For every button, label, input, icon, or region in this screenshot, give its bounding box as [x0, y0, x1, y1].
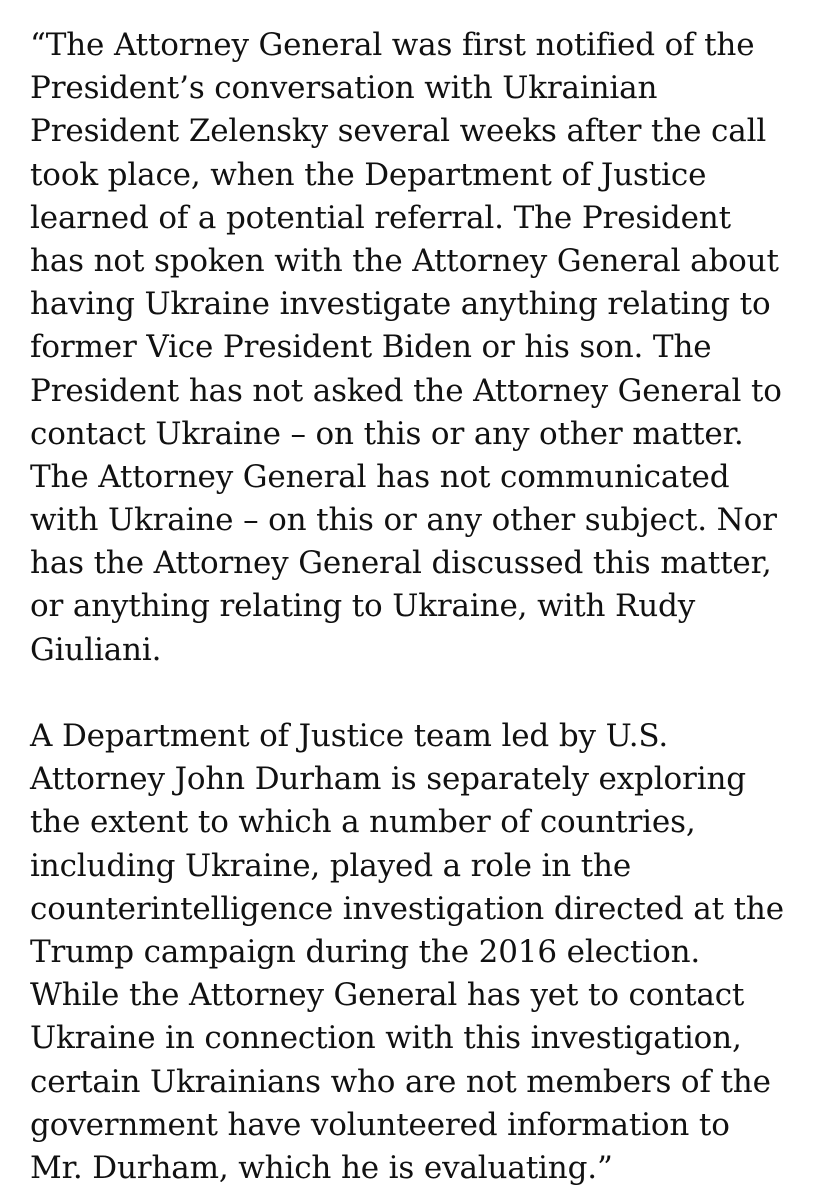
text-line: counterintelligence investigation directed at the [30, 890, 784, 927]
statement-document [30, 24, 820, 1190]
statement-paragraph-1 [30, 24, 820, 672]
paragraph-spacer [30, 672, 820, 715]
text-line: While the Attorney General has yet to contact [30, 977, 745, 1014]
text-line: Attorney John Durham is separately exploring [30, 761, 746, 798]
text-line: Giuliani. [30, 631, 162, 668]
text-line: Trump campaign during the 2016 election. [30, 933, 701, 970]
text-line: has not spoken with the Attorney General about [30, 242, 779, 279]
text-line: contact Ukraine – on this or any other matter. [30, 415, 744, 452]
text-line: President has not asked the Attorney General to [30, 372, 782, 409]
text-line: The Attorney General has not communicated [30, 458, 730, 495]
text-line: certain Ukrainians who are not members of the [30, 1063, 771, 1100]
text-line: Mr. Durham, which he is evaluating.” [30, 1149, 613, 1186]
text-line: government have volunteered information to [30, 1106, 730, 1143]
text-line: or anything relating to Ukraine, with Rudy [30, 588, 696, 625]
text-line: has the Attorney General discussed this matter, [30, 545, 772, 582]
text-line: “The Attorney General was first notified of the [30, 27, 755, 63]
text-line: former Vice President Biden or his son. The [30, 329, 712, 366]
statement-paragraph-2 [30, 715, 820, 1190]
text-line: President Zelensky several weeks after the call [30, 113, 767, 150]
text-line: the extent to which a number of countries, [30, 804, 696, 841]
text-line: with Ukraine – on this or any other subject. Nor [30, 502, 777, 539]
text-line: President’s conversation with Ukrainian [30, 70, 658, 107]
text-line: learned of a potential referral. The President [30, 199, 731, 236]
text-line: including Ukraine, played a role in the [30, 847, 632, 884]
text-line: having Ukraine investigate anything relating to [30, 286, 771, 323]
text-line: took place, when the Department of Justice [30, 156, 707, 193]
text-line: A Department of Justice team led by U.S. [30, 718, 669, 754]
text-line: Ukraine in connection with this investigation, [30, 1020, 742, 1057]
